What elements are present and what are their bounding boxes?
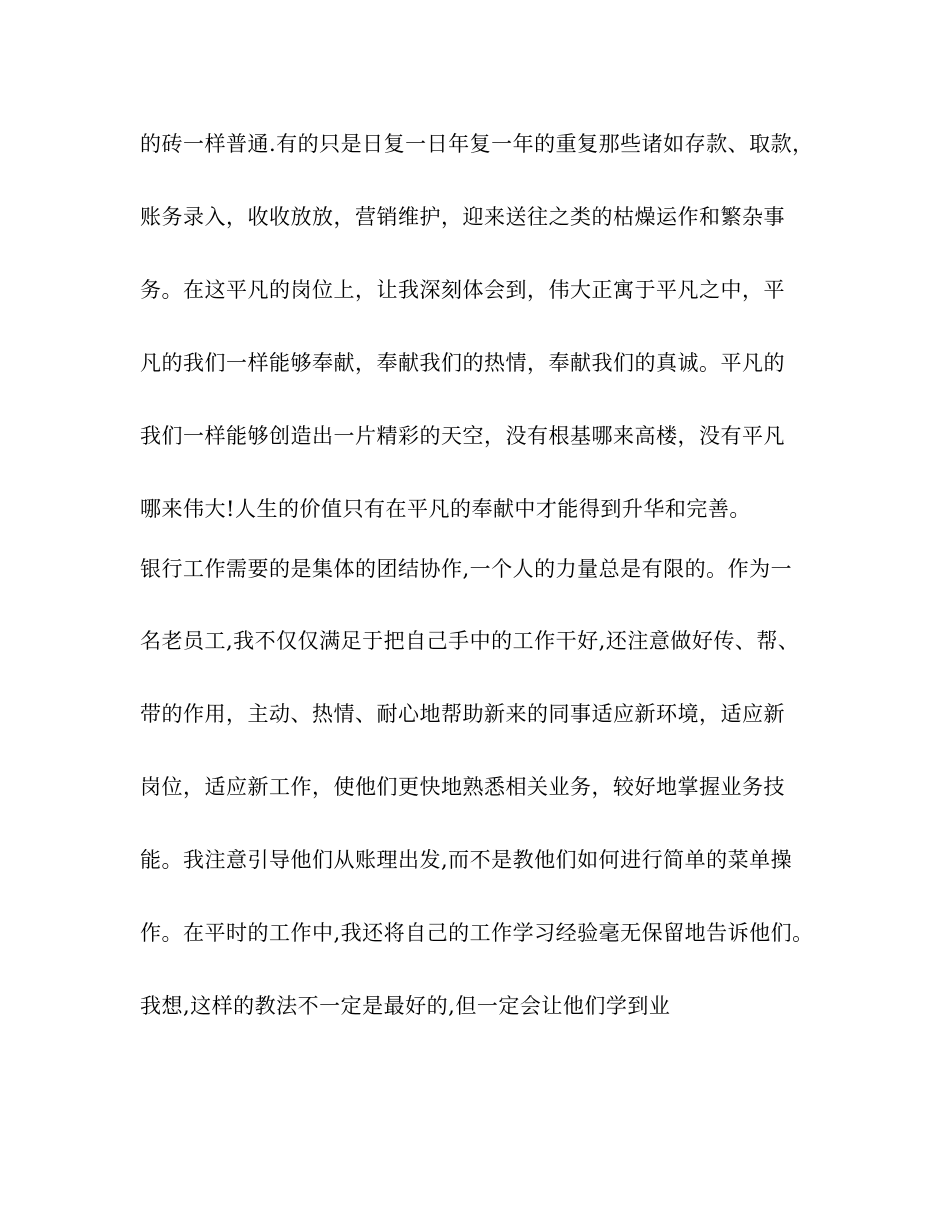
text-line: 带的作用，主动、热情、耐心地帮助新来的同事适应新环境，适应新: [140, 702, 785, 726]
text-line: 作。在平时的工作中,我还将自己的工作学习经验毫无保留地告诉他们。: [140, 921, 814, 945]
text-line: 我们一样能够创造出一片精彩的天空，没有根基哪来高楼，没有平凡: [140, 424, 785, 448]
text-line: 账务录入，收收放放，营销维护，迎来送往之类的枯燥运作和繁杂事: [140, 205, 785, 229]
text-line: 名老员工,我不仅仅满足于把自己手中的工作干好,还注意做好传、帮、: [140, 629, 800, 653]
text-line: 银行工作需要的是集体的团结协作,一个人的力量总是有限的。作为一: [140, 557, 793, 581]
text-line: 务。在这平凡的岗位上，让我深刻体会到，伟大正寓于平凡之中，平: [140, 278, 785, 302]
text-line: 哪来伟大!人生的价值只有在平凡的奉献中才能得到升华和完善。: [140, 497, 751, 521]
text-line: 能。我注意引导他们从账理出发,而不是教他们如何进行简单的菜单操: [140, 848, 793, 872]
text-line: 岗位，适应新工作，使他们更快地熟悉相关业务，较好地掌握业务技: [140, 775, 785, 799]
text-line: 凡的我们一样能够奉献，奉献我们的热情，奉献我们的真诚。平凡的: [140, 351, 785, 375]
text-line: 的砖一样普通.有的只是日复一日年复一年的重复那些诸如存款、取款，: [140, 132, 814, 156]
text-line: 我想,这样的教法不一定是最好的,但一定会让他们学到业: [140, 994, 671, 1018]
